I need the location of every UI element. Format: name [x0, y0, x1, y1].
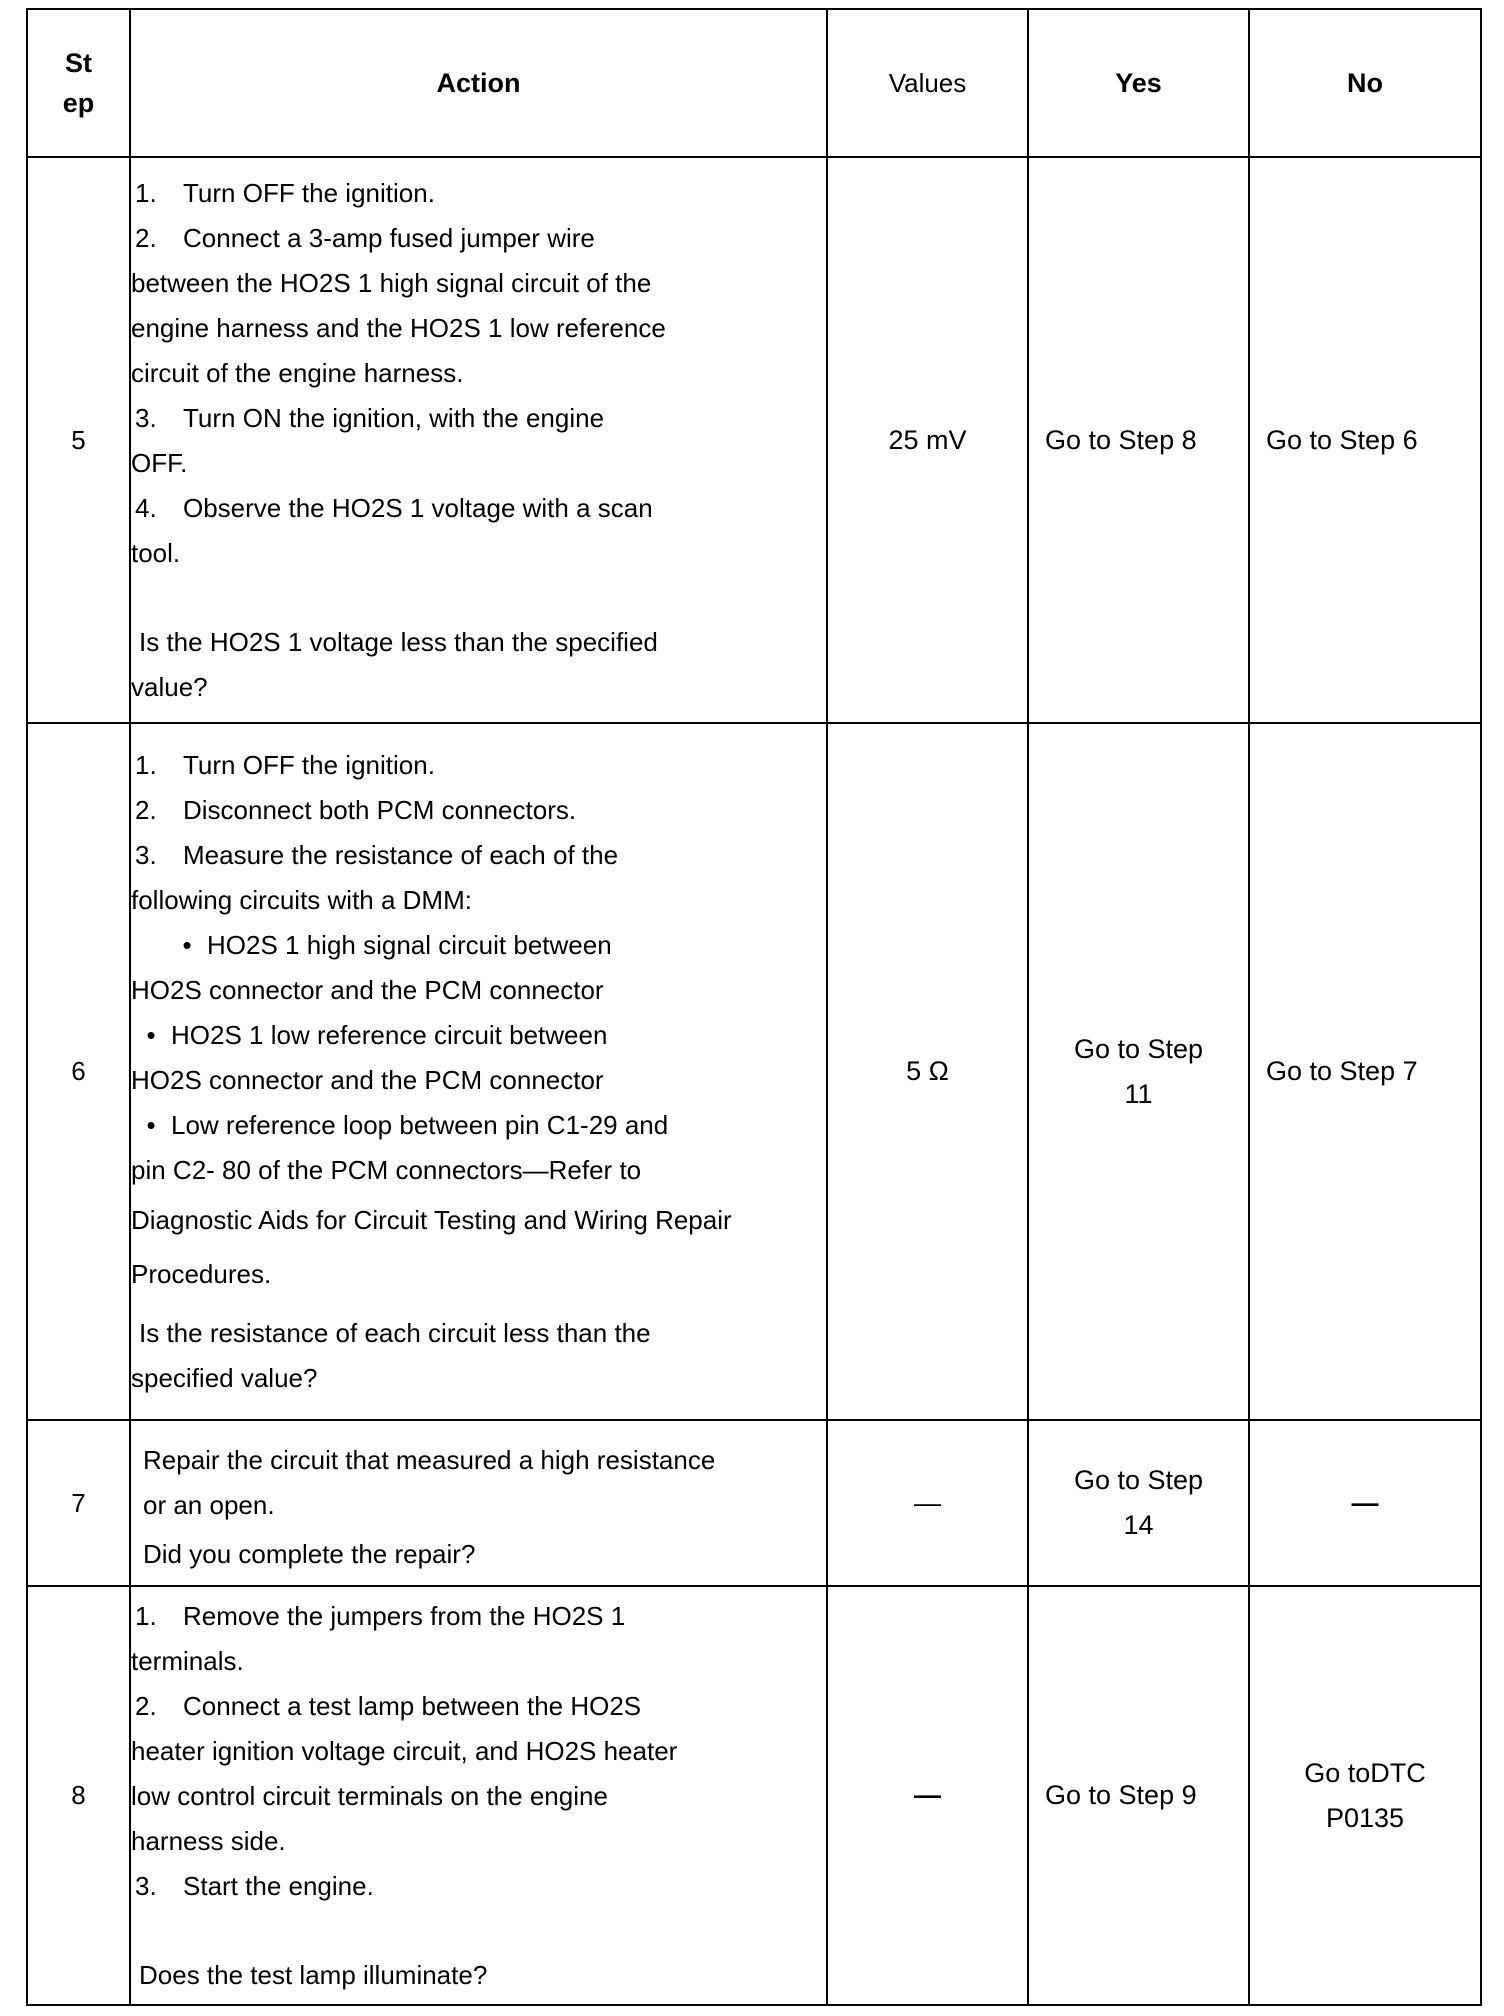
table-row-step-7 [27, 1420, 1481, 1586]
action-line: 3. Measure the resistance of each of the [135, 839, 619, 870]
value-cell: — [827, 1586, 1028, 2005]
table-row-step-6 [27, 723, 1481, 1420]
action-question: Does the test lamp illuminate? [139, 1959, 488, 1990]
action-line: 3. Turn ON the ignition, with the engine [135, 402, 605, 433]
no-text: Go toDTC [1304, 1757, 1426, 1788]
action-line: heater ignition voltage circuit, and HO2S heater [131, 1735, 678, 1766]
action-line: engine harness and the HO2S 1 low reference [131, 312, 666, 343]
header-no: No [1249, 9, 1481, 157]
action-cell [130, 157, 827, 723]
action-line: terminals. [131, 1645, 244, 1676]
bullet-icon: • [146, 1109, 156, 1140]
yes-cell [1028, 1420, 1249, 1586]
action-line: HO2S connector and the PCM connector [131, 1064, 604, 1095]
header-row [27, 9, 1481, 157]
step-number: 5 [27, 157, 130, 723]
bullet-icon: • [182, 929, 192, 960]
action-line: Diagnostic Aids for Circuit Testing and Wiring Repair [131, 1204, 732, 1235]
action-line: Procedures. [131, 1258, 272, 1289]
header-action: Action [130, 9, 827, 157]
yes-text: 11 [1124, 1078, 1153, 1109]
action-line: 3. Start the engine. [135, 1870, 374, 1901]
action-line: following circuits with a DMM: [131, 884, 472, 915]
value-cell: 25 mV [827, 157, 1028, 723]
step-number: 6 [27, 723, 130, 1420]
header-step-part1: St [65, 48, 92, 78]
action-question: Did you complete the repair? [143, 1539, 476, 1569]
action-line: 1. Turn OFF the ignition. [135, 749, 435, 780]
action-line: 1. Remove the jumpers from the HO2S 1 [135, 1600, 626, 1631]
action-bullet: • HO2S 1 high signal circuit between [131, 923, 826, 968]
table-row-step-5 [27, 157, 1481, 723]
action-line: harness side. [131, 1825, 286, 1856]
action-line: tool. [131, 537, 181, 568]
action-bullet: • Low reference loop between pin C1-29 and [131, 1103, 826, 1148]
action-line: HO2S connector and the PCM connector [131, 974, 604, 1005]
header-step [27, 9, 130, 157]
no-text: P0135 [1325, 1802, 1405, 1833]
value-cell: — [827, 1420, 1028, 1586]
action-line: low control circuit terminals on the engine [131, 1780, 608, 1811]
action-cell [130, 723, 827, 1420]
action-line: 2. Connect a 3-amp fused jumper wire [135, 222, 595, 253]
action-bullet: • HO2S 1 low reference circuit between [131, 1013, 826, 1058]
step-number: 8 [27, 1586, 130, 2005]
no-cell: Go to Step 7 [1249, 723, 1481, 1420]
header-step-part2: ep [62, 88, 95, 118]
action-question: value? [131, 671, 208, 702]
diagnostic-table [26, 8, 1482, 2006]
action-question: Is the resistance of each circuit less than the [139, 1317, 651, 1348]
action-question: specified value? [131, 1362, 318, 1393]
yes-cell [1028, 723, 1249, 1420]
value-cell: 5 Ω [827, 723, 1028, 1420]
action-line: 1. Turn OFF the ignition. [135, 177, 435, 208]
action-cell [130, 1586, 827, 2005]
action-line: Repair the circuit that measured a high resistance [143, 1445, 716, 1475]
action-line: OFF. [131, 447, 188, 478]
action-line: 2. Connect a test lamp between the HO2S [135, 1690, 642, 1721]
no-cell [1249, 1586, 1481, 2005]
action-line: or an open. [143, 1490, 275, 1520]
header-yes: Yes [1028, 9, 1249, 157]
yes-cell: Go to Step 9 [1028, 1586, 1249, 2005]
action-line: 2. Disconnect both PCM connectors. [135, 794, 577, 825]
action-line: between the HO2S 1 high signal circuit of the [131, 267, 652, 298]
action-question: Is the HO2S 1 voltage less than the specified [139, 626, 658, 657]
yes-text: Go to Step [1073, 1033, 1204, 1064]
bullet-icon: • [146, 1019, 156, 1050]
yes-text: Go to Step [1073, 1465, 1204, 1495]
yes-cell: Go to Step 8 [1028, 157, 1249, 723]
action-cell [130, 1420, 827, 1586]
step-number: 7 [27, 1420, 130, 1586]
no-cell: Go to Step 6 [1249, 157, 1481, 723]
action-line: 4. Observe the HO2S 1 voltage with a scan [135, 492, 653, 523]
table-row-step-8 [27, 1586, 1481, 2005]
header-values: Values [827, 9, 1028, 157]
no-cell: — [1249, 1420, 1481, 1586]
action-line: circuit of the engine harness. [131, 357, 464, 388]
yes-text: 14 [1123, 1510, 1154, 1540]
action-line: pin C2- 80 of the PCM connectors—Refer to [131, 1154, 642, 1185]
